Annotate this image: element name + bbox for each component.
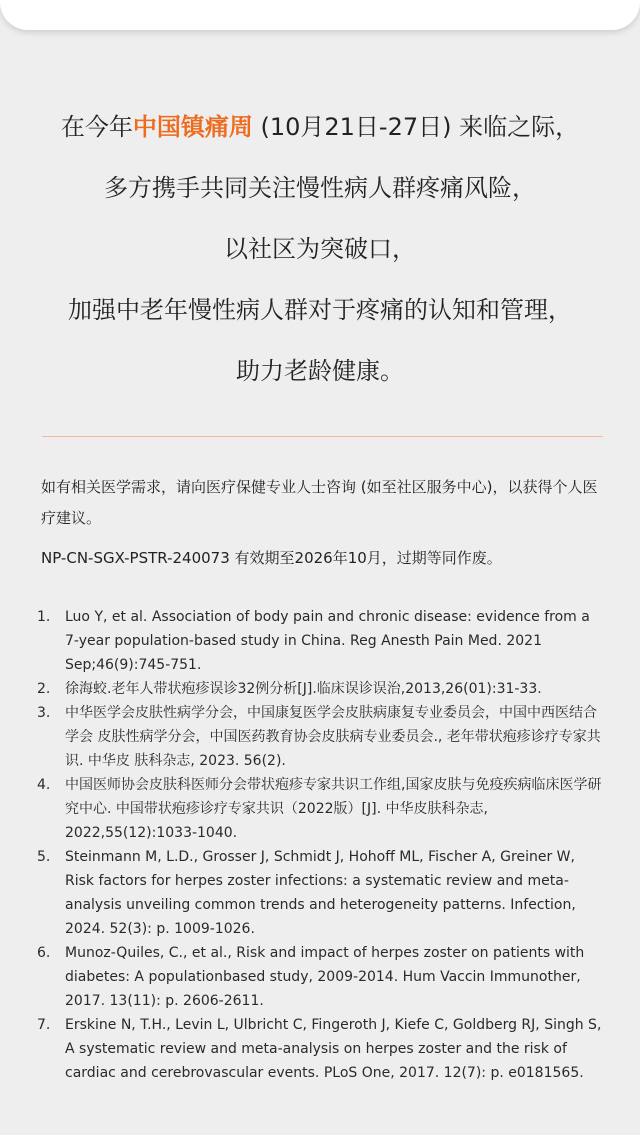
reference-item (36, 773, 602, 845)
reference-number: 1. (37, 609, 51, 625)
reference-number: 6. (37, 945, 51, 961)
top-card (0, 0, 640, 30)
medical-disclaimer: 如有相关医学需求，请向医疗保健专业人士咨询 (如至社区服务中心)，以获得个人医疗建议。 (41, 478, 598, 527)
reference-item (36, 845, 602, 941)
reference-text: 中国医师协会皮肤科医师分会带状疱疹专家共识工作组,国家皮肤与免疫疾病临床医学研究中心. 中国带状疱疹诊疗专家共识（2022版）[J]. 中华皮肤科杂志, 2022,55(12):1033-1040. (65, 777, 602, 841)
message-line-1-end: (10月21日-27日) 来临之际， (252, 113, 580, 141)
reference-text: Erskine N, T.H., Levin L, Ulbricht C, Fingeroth J, Kiefe C, Goldberg RJ, Singh S, A systematic review and meta-analysis on herpes zoster and the risk of cardiac and cerebrovascular events. PLoS One, 2017. 12(7): p. e0181565. (65, 1017, 602, 1081)
message-line-3: 以社区为突破口， (224, 235, 416, 263)
reference-number: 5. (37, 849, 51, 865)
message-line-4: 加强中老年慢性病人群对于疼痛的认知和管理， (68, 296, 572, 324)
section-divider (42, 436, 603, 437)
reference-text: Luo Y, et al. Association of body pain and chronic disease: evidence from a 7-year population-based study in China. Reg Anesth Pain Med. 2021 Sep;46(9):745-751. (65, 609, 590, 673)
reference-item (36, 941, 602, 1013)
reference-item (36, 1013, 602, 1085)
china-pain-week-highlight: 中国镇痛周 (132, 113, 253, 141)
reference-item (36, 605, 602, 677)
message-line-1-start: 在今年 (60, 113, 133, 141)
reference-item (36, 677, 602, 701)
reference-text: 中华医学会皮肤性病学分会，中国康复医学会皮肤病康复专业委员会，中国中西医结合学会 皮肤性病学分会，中国医药教育协会皮肤病专业委员会., 老年带状疱疹诊疗专家共识. 中华皮 肤科杂志, 2023. 56(2). (65, 705, 601, 769)
reference-item (36, 701, 602, 773)
reference-number: 7. (37, 1017, 51, 1033)
message-line-2: 多方携手共同关注慢性病人群疼痛风险， (104, 174, 536, 202)
reference-number: 3. (37, 705, 51, 721)
reference-text: Munoz-Quiles, C., et al., Risk and impact of herpes zoster on patients with diabetes: A populationbased study, 2009-2014. Hum Vaccin Immunother, 2017. 13(11): p. 2606-2611. (65, 945, 585, 1009)
message-line-5: 助力老龄健康。 (236, 357, 404, 385)
main-message (20, 97, 620, 402)
reference-text: Steinmann M, L.D., Grosser J, Schmidt J, Hohoff ML, Fischer A, Greiner W, Risk factors for herpes zoster infections: a systematic review and meta-analysis unveiling common trends and heterogeneity patterns. Infection, 2024. 52(3): p. 1009-1026. (65, 849, 576, 937)
approval-code: NP-CN-SGX-PSTR-240073 有效期至2026年10月，过期等同作废。 (41, 549, 502, 567)
reference-text: 徐海蛟.老年人带状疱疹误诊32例分析[J].临床误诊误治,2013,26(01):31-33. (65, 681, 542, 697)
reference-number: 2. (37, 681, 51, 697)
reference-number: 4. (37, 777, 51, 793)
message-line-1 (20, 97, 620, 158)
references-list (36, 605, 602, 1085)
